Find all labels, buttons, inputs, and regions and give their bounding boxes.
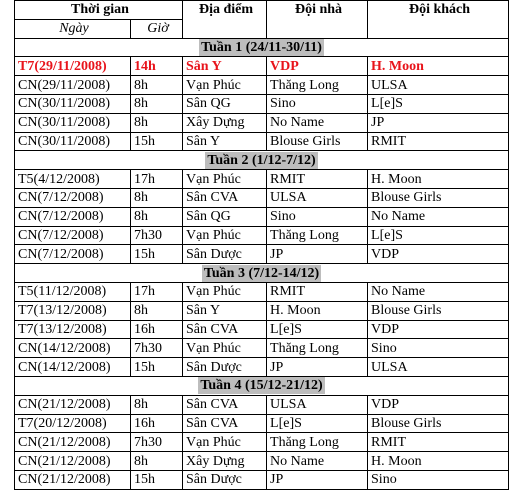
venue-cell: Xây Dựng: [183, 113, 267, 132]
match-day-cell: CN(21/12/2008): [15, 433, 131, 452]
away-team-cell: Blouse Girls: [368, 414, 509, 433]
venue-cell: Sân CVA: [183, 414, 267, 433]
match-day-cell: T5(11/12/2008): [15, 282, 131, 301]
away-team-cell: RMIT: [368, 132, 509, 151]
match-hour-cell: 16h: [131, 414, 183, 433]
week-header-row: [15, 376, 509, 395]
match-row: [15, 76, 509, 95]
match-row: [15, 226, 509, 245]
match-hour-cell: 8h: [131, 452, 183, 471]
match-day-cell: T7(13/12/2008): [15, 301, 131, 320]
venue-cell: Sân Y: [183, 301, 267, 320]
match-hour-cell: 15h: [131, 358, 183, 377]
home-team-cell: No Name: [267, 452, 368, 471]
home-team-cell: Thăng Long: [267, 226, 368, 245]
match-row: [15, 433, 509, 452]
away-team-cell: L[e]S: [368, 226, 509, 245]
venue-cell: Sân CVA: [183, 188, 267, 207]
match-day-cell: CN(30/11/2008): [15, 113, 131, 132]
venue-cell: Sân CVA: [183, 395, 267, 414]
match-row: [15, 132, 509, 151]
match-row: [15, 339, 509, 358]
match-hour-cell: 17h: [131, 170, 183, 189]
match-hour-cell: 17h: [131, 282, 183, 301]
venue-cell: Vạn Phúc: [183, 282, 267, 301]
match-day-cell: CN(30/11/2008): [15, 94, 131, 113]
venue-cell: Vạn Phúc: [183, 76, 267, 95]
venue-cell: Sân Dược: [183, 245, 267, 264]
week-label: Tuần 1 (24/11-30/11): [201, 39, 322, 55]
week-header-row: [15, 38, 509, 57]
match-hour-cell: 15h: [131, 470, 183, 489]
away-team-cell: Sino: [368, 470, 509, 489]
home-team-cell: No Name: [267, 113, 368, 132]
match-row: [15, 452, 509, 471]
week-header-cell: [15, 376, 509, 395]
match-row: [15, 113, 509, 132]
match-hour-cell: 7h30: [131, 339, 183, 358]
match-row: [15, 470, 509, 489]
match-day-cell: T7(20/12/2008): [15, 414, 131, 433]
match-row: [15, 320, 509, 339]
home-team-cell: RMIT: [267, 170, 368, 189]
match-day-cell: CN(30/11/2008): [15, 132, 131, 151]
venue-cell: Sân QG: [183, 207, 267, 226]
match-hour-cell: 8h: [131, 207, 183, 226]
away-team-cell: VDP: [368, 320, 509, 339]
home-team-cell: ULSA: [267, 188, 368, 207]
home-team-cell: H. Moon: [267, 301, 368, 320]
away-team-cell: RMIT: [368, 433, 509, 452]
home-team-cell: Blouse Girls: [267, 132, 368, 151]
match-row: [15, 207, 509, 226]
home-team-cell: L[e]S: [267, 320, 368, 339]
home-team-cell: Thăng Long: [267, 339, 368, 358]
match-row: [15, 414, 509, 433]
match-hour-cell: 8h: [131, 94, 183, 113]
home-team-cell: JP: [267, 470, 368, 489]
venue-cell: Sân Dược: [183, 358, 267, 377]
match-row: [15, 170, 509, 189]
venue-cell: Xây Dựng: [183, 452, 267, 471]
match-hour-cell: 14h: [131, 57, 183, 76]
match-hour-cell: 8h: [131, 188, 183, 207]
home-team-cell: Thăng Long: [267, 76, 368, 95]
match-day-cell: CN(14/12/2008): [15, 358, 131, 377]
away-team-cell: No Name: [368, 207, 509, 226]
match-row: [15, 358, 509, 377]
away-team-cell: Sino: [368, 339, 509, 358]
away-team-cell: H. Moon: [368, 57, 509, 76]
away-team-cell: No Name: [368, 282, 509, 301]
match-day-cell: CN(21/12/2008): [15, 452, 131, 471]
match-row: [15, 282, 509, 301]
match-hour-cell: 7h30: [131, 433, 183, 452]
venue-cell: Vạn Phúc: [183, 226, 267, 245]
venue-cell: Sân Y: [183, 132, 267, 151]
table-body: [15, 38, 509, 489]
week-header-row: [15, 151, 509, 170]
away-team-cell: H. Moon: [368, 170, 509, 189]
match-hour-cell: 16h: [131, 320, 183, 339]
home-team-cell: Sino: [267, 94, 368, 113]
match-hour-cell: 8h: [131, 395, 183, 414]
match-hour-cell: 8h: [131, 113, 183, 132]
away-team-cell: ULSA: [368, 76, 509, 95]
venue-cell: Vạn Phúc: [183, 339, 267, 358]
home-team-cell: VDP: [267, 57, 368, 76]
match-day-cell: CN(7/12/2008): [15, 226, 131, 245]
match-day-cell: CN(14/12/2008): [15, 339, 131, 358]
away-team-cell: Blouse Girls: [368, 188, 509, 207]
venue-cell: Sân CVA: [183, 320, 267, 339]
match-hour-cell: 7h30: [131, 226, 183, 245]
home-team-cell: RMIT: [267, 282, 368, 301]
match-day-cell: CN(29/11/2008): [15, 76, 131, 95]
home-team-header: Đội nhà: [267, 1, 368, 39]
match-row: [15, 395, 509, 414]
week-header-row: [15, 264, 509, 283]
home-team-cell: ULSA: [267, 395, 368, 414]
week-label: Tuần 4 (15/12-21/12): [200, 378, 323, 394]
match-hour-cell: 8h: [131, 76, 183, 95]
away-team-cell: H. Moon: [368, 452, 509, 471]
match-hour-cell: 15h: [131, 245, 183, 264]
time-header: Thời gian: [15, 1, 183, 20]
home-team-cell: Sino: [267, 207, 368, 226]
away-team-cell: ULSA: [368, 358, 509, 377]
hour-header: Giờ: [131, 19, 183, 38]
venue-cell: Sân Dược: [183, 470, 267, 489]
day-header: Ngày: [15, 19, 131, 38]
match-row: [15, 94, 509, 113]
match-day-cell: CN(21/12/2008): [15, 395, 131, 414]
week-label: Tuần 3 (7/12-14/12): [203, 265, 320, 281]
away-team-cell: JP: [368, 113, 509, 132]
venue-cell: Sân Y: [183, 57, 267, 76]
home-team-cell: Thăng Long: [267, 433, 368, 452]
away-team-cell: Blouse Girls: [368, 301, 509, 320]
match-hour-cell: 8h: [131, 301, 183, 320]
away-team-cell: VDP: [368, 395, 509, 414]
match-row: [15, 188, 509, 207]
week-header-cell: [15, 38, 509, 57]
week-label: Tuần 2 (1/12-7/12): [207, 152, 316, 168]
match-hour-cell: 15h: [131, 132, 183, 151]
table-header: [15, 1, 509, 39]
away-team-cell: VDP: [368, 245, 509, 264]
match-day-cell: CN(7/12/2008): [15, 207, 131, 226]
away-team-header: Đội khách: [368, 1, 509, 39]
home-team-cell: JP: [267, 358, 368, 377]
venue-cell: Sân QG: [183, 94, 267, 113]
away-team-cell: L[e]S: [368, 94, 509, 113]
week-header-cell: [15, 264, 509, 283]
venue-cell: Vạn Phúc: [183, 433, 267, 452]
match-row: [15, 57, 509, 76]
match-day-cell: T7(29/11/2008): [15, 57, 131, 76]
week-header-cell: [15, 151, 509, 170]
match-day-cell: CN(7/12/2008): [15, 245, 131, 264]
match-day-cell: T7(13/12/2008): [15, 320, 131, 339]
match-day-cell: CN(7/12/2008): [15, 188, 131, 207]
venue-cell: Vạn Phúc: [183, 170, 267, 189]
match-row: [15, 245, 509, 264]
home-team-cell: JP: [267, 245, 368, 264]
match-day-cell: T5(4/12/2008): [15, 170, 131, 189]
match-row: [15, 301, 509, 320]
schedule-table: [14, 0, 509, 490]
venue-header: Địa điểm: [183, 1, 267, 39]
match-day-cell: CN(21/12/2008): [15, 470, 131, 489]
home-team-cell: L[e]S: [267, 414, 368, 433]
